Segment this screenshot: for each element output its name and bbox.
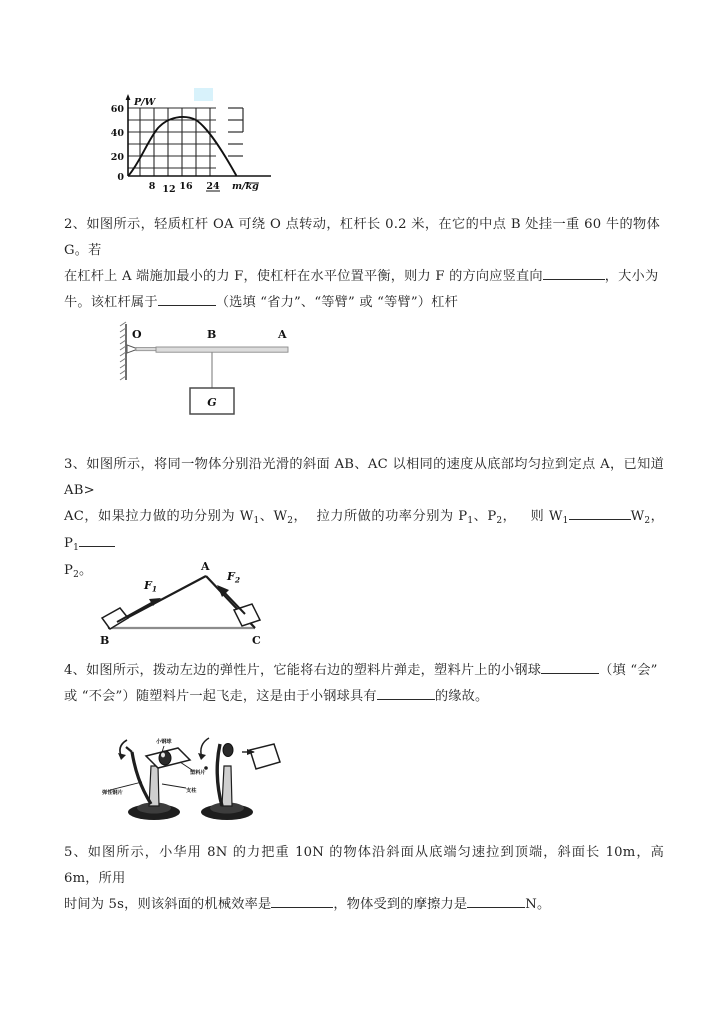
q2-blank-2[interactable] [158,305,216,306]
y-tick-0: 0 [117,172,124,183]
x-tick-8: 8 [148,181,156,192]
q2-line-2b: ，大小为 [604,269,659,284]
q3-sub-p2: 2 [496,516,503,526]
q2-line-3 [64,290,660,316]
q5-blank-1[interactable] [271,907,333,908]
q2-line-2a: 在杠杆上 A 端施加最小的力 F，使杠杆在水平位置平衡，则力 F 的方向应竖直向 [64,269,543,284]
apparatus-right [198,738,280,820]
force-arrow-F2 [217,585,245,614]
lever-bar-near [136,348,158,351]
chart-right-stubs [228,108,243,156]
q3-sub-w1b: 1 [562,516,569,526]
elastic-strip-released [217,744,222,806]
q3-l2f: W [630,509,645,524]
elastic-strip-apparatus [102,722,292,827]
incline-label-A: A [201,560,210,573]
q3-line-1: 3、如图所示，将同一物体分别沿光滑的斜面 AB、AC 以相同的速度从底部均匀拉到定点 A，已知道 AB> [64,457,669,498]
label-plastic-sheet: 塑料片 [190,770,206,776]
lever-svg [112,318,327,418]
label-steel-ball: 小钢球 [156,739,172,745]
motion-dot [204,766,208,770]
leader-pillar [162,784,186,788]
plastic-sheet-flying [250,744,280,769]
strip-tip [126,747,132,752]
q2-line-2 [64,264,660,290]
y-tick-20: 20 [110,152,124,163]
chart-axes [128,98,271,176]
q4-blank-1[interactable] [541,673,599,674]
lever-diagram [112,318,327,418]
q4-l1b: （填 “会” [599,663,658,678]
q3-l2a: AC，如果拉力做的功分别为 W [64,509,254,524]
q5-line-2 [64,892,664,918]
q3-line-2 [64,504,678,558]
y-axis-label: P/W [134,97,156,108]
small-steel-ball [159,751,171,765]
q3-l2d: 、P [473,509,497,524]
q5-l2b: ，物体受到的摩擦力是 [333,897,468,912]
lever-label-B: B [207,328,217,341]
lever-bar [156,347,288,352]
question-4-text [64,658,660,710]
q3-sub-p1b: 1 [73,543,80,553]
lever-label-O: O [132,328,142,341]
q4-l2a: 或 “不会”）随塑料片一起飞走，这是由于小钢球具有 [64,689,377,704]
x-tick-12: 12 [162,184,176,194]
q3-l3a: P [64,563,74,578]
x-tick-24: 24 [206,181,220,192]
q5-l2c: N。 [525,897,551,912]
incline-label-F2: $F_2$ [227,570,241,585]
x-axis-label: m/kg [232,181,259,192]
steel-ball-right [223,744,233,757]
lever-label-A: A [278,328,287,341]
elastic-steel-strip [132,752,151,804]
q2-line-3a: 牛。该杠杆属于 [64,295,158,310]
q4-line-2 [64,684,660,710]
q3-sub-w1: 1 [253,516,260,526]
y-axis-arrow [126,94,131,100]
question-5-text [64,840,669,918]
incline-triangle-diagram [82,552,302,648]
q3-l2b: 、W [259,509,288,524]
q3-blank-1[interactable] [569,519,631,520]
label-support-pillar: 支柱 [186,788,197,794]
leader-plastic [180,762,192,770]
incline-label-F1: $F_1$ [144,579,158,594]
q3-sub-w2: 2 [287,516,294,526]
q5-l2a: 时间为 5s，则该斜面的机械效率是 [64,897,272,912]
y-tick-40: 40 [110,128,124,139]
q3-sub-p1: 1 [467,516,474,526]
q4-line-1 [64,658,660,684]
q3-blank-2[interactable] [79,546,115,547]
q4-l1a: 4、如图所示，拨动左边的弹性片，它能将右边的塑料片弹走，塑料片上的小钢球 [64,663,542,678]
question-2-text [64,212,665,316]
q3-sub-p2b: 2 [73,570,80,580]
power-mass-chart [96,84,296,194]
force-arrow-F1 [117,598,161,622]
q3-l2g: ， P [64,509,678,551]
incline-label-C: C [252,634,261,647]
weight-label: G [207,396,217,409]
q3-l3b: 。 [79,563,93,578]
motion-arrow-right-head [198,753,206,760]
leader-elastic [110,782,142,790]
q3-l2c: ， 拉力所做的功率分别为 P [293,509,468,524]
q5-blank-2[interactable] [467,907,525,908]
q3-l2e: ， 则 W [502,509,563,524]
q3-sub-w2b: 2 [644,516,651,526]
motion-arrow-head [118,753,126,760]
q4-l2b: 的缘故。 [434,689,489,704]
incline-svg [82,552,302,648]
x-tick-16: 16 [179,181,193,192]
ball-highlight [161,753,165,758]
support-pillar [149,766,159,806]
support-pillar-right [222,766,232,806]
q5-line-1: 5、如图所示，小华用 8N 的力把重 10N 的物体沿斜面从底端匀速拉到顶端，斜面长 10m，高 6m，所用 [64,845,669,886]
blue-highlight-artifact [194,88,213,101]
apparatus-left [102,737,206,820]
q2-blank-1[interactable] [543,279,605,280]
q2-line-1: 2、如图所示，轻质杠杆 OA 可绕 O 点转动，杠杆长 0.2 米，在它的中点 B 处挂一重 60 牛的物体 G。若 [64,217,665,258]
y-tick-60: 60 [110,104,124,115]
q2-line-3b: （选填 “省力”、“等臂” 或 “等臂”）杠杆 [215,295,458,310]
q4-blank-2[interactable] [377,699,435,700]
label-elastic-strip: 弹性钢片 [102,790,123,796]
incline-label-B: B [100,634,110,647]
apparatus-svg [102,722,292,827]
